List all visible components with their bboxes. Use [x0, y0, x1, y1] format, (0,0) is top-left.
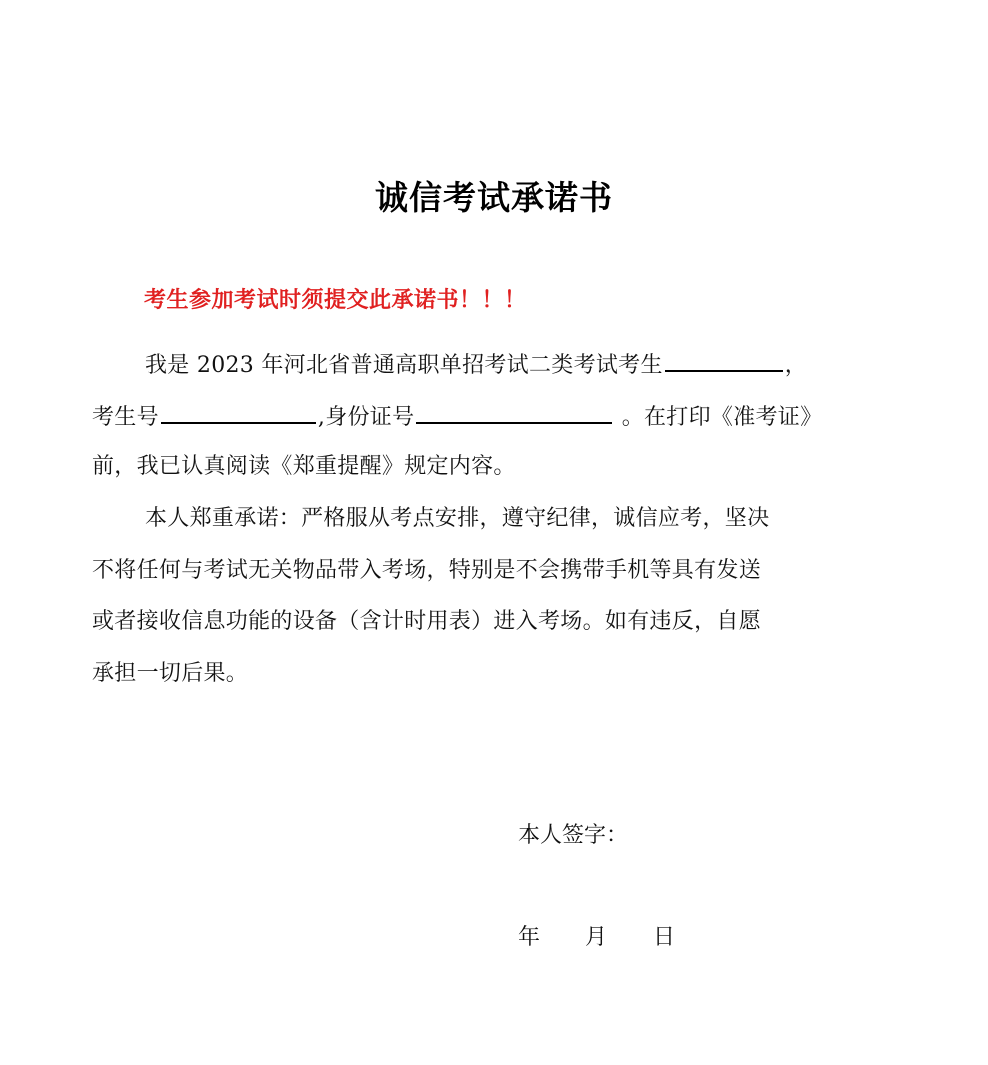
date-day: 日	[653, 925, 676, 950]
para2-line1: 本人郑重承诺：严格服从考点安排，遵守纪律，诚信应考，坚决	[145, 506, 770, 531]
para1-line1-text: 我是 2023 年河北省普通高职单招考试二类考试考生	[145, 353, 663, 378]
candidate-number-blank[interactable]	[161, 400, 316, 424]
para1-line1	[145, 348, 807, 381]
name-blank[interactable]	[665, 348, 783, 372]
para2-line4: 承担一切后果。	[92, 661, 249, 686]
candidate-number-label: 考生号	[92, 405, 159, 430]
id-number-label: ,身份证号	[317, 405, 415, 430]
page-title: 诚信考试承诺书	[375, 178, 613, 217]
para2-line3: 或者接收信息功能的设备（含计时用表）进入考场。如有违反，自愿	[92, 609, 762, 634]
para1-line1-suffix: ，	[784, 353, 808, 378]
warning-text: 考生参加考试时须提交此承诺书！！！	[144, 288, 527, 313]
id-number-blank[interactable]	[416, 400, 612, 424]
para1-line2-suffix: 。在打印《准考证》	[614, 405, 823, 430]
para1-line3: 前，我已认真阅读《郑重提醒》规定内容。	[92, 454, 516, 479]
date-month: 月	[585, 925, 608, 950]
signature-label: 本人签字：	[518, 823, 629, 848]
para2-line2: 不将任何与考试无关物品带入考场，特别是不会携带手机等具有发送	[92, 558, 762, 583]
date-year: 年	[518, 925, 541, 950]
para1-line2	[92, 400, 822, 433]
